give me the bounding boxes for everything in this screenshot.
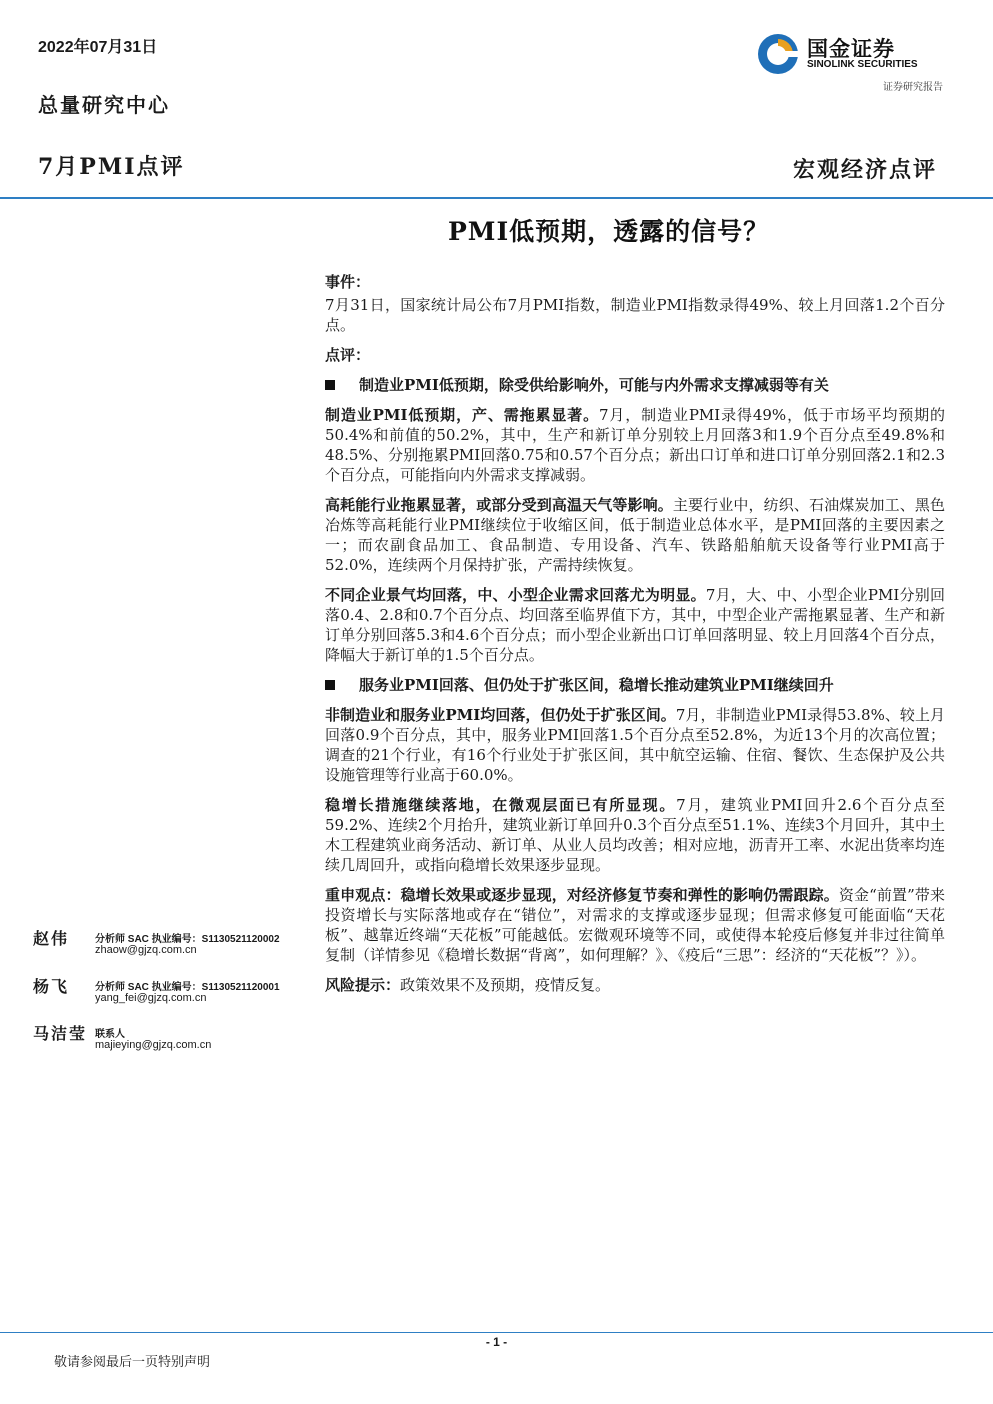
paragraph-text: 7月，制造业PMI录得49%，低于市场平均预期的50.4%和前值的50.2%，其中，生产和新订单分别较上月回落3和1.9个百分点至49.8%和48.5%、分别拖累PMI回落0.75和0.57个百分点；新出口订单和进口订单分别回落2.1和2.3个百分点，可能指向内外需求支撑减弱。 <box>325 406 945 484</box>
analyst-name: 赵伟 <box>33 929 70 948</box>
key-view-paragraph <box>325 885 945 965</box>
section-heading-text: 服务业PMI回落、但仍处于扩张区间，稳增长推动建筑业PMI继续回升 <box>359 676 834 694</box>
report-title: PMI低预期，透露的信号？ <box>448 217 770 246</box>
section-heading <box>325 375 945 395</box>
paragraph <box>325 795 945 875</box>
header-divider <box>0 197 993 199</box>
event-text: 7月31日，国家统计局公布7月PMI指数，制造业PMI指数录得49%、较上月回落1.2个百分点。 <box>325 296 945 334</box>
paragraph-lead: 稳增长措施继续落地，在微观层面已有所显现。 <box>325 796 677 814</box>
risk-lead: 风险提示： <box>325 976 401 994</box>
paragraph-text: 7月，大、中、小型企业PMI分别回落0.4、2.8和0.7个百分点、均回落至临界值下方，其中，中型企业产需拖累显著、生产和新订单分别回落5.3和4.6个百分点；而小型企业新出口订单回落明显、较上月回落4个百分点，降幅大于新订单的1.5个百分点。 <box>325 586 945 664</box>
logo-chinese-name: 国金证券 <box>807 37 895 61</box>
logo-english-name: SINOLINK SECURITIES <box>807 59 918 70</box>
paragraph-text: 7月，建筑业PMI回升2.6个百分点至59.2%、连续2个月抬升，建筑业新订单回升0.3个百分点至51.1%、连续3个月回升，其中土木工程建筑业商务活动、新订单、从业人员均改善；相对应地，沥青开工率、水泥出货率均连续几周回升，或指向稳增长效果逐步显现。 <box>325 796 945 874</box>
bullet-square-icon <box>325 380 335 390</box>
paragraph-text: 主要行业中，纺织、石油煤炭加工、黑色冶炼等高耗能行业PMI继续位于收缩区间，低于制造业总体水平，是PMI回落的主要因素之一；而农副食品加工、食品制造、专用设备、汽车、铁路船舶航天设备等行业PMI高于52.0%，连续两个月保持扩张，产需持续恢复。 <box>325 496 945 574</box>
paragraph <box>325 495 945 575</box>
analyst-role: 分析师 SAC 执业编号：S1130521120002 <box>95 934 280 945</box>
review-label: 点评： <box>325 346 371 364</box>
analyst-email[interactable]: zhaow@gjzq.com.cn <box>95 944 197 956</box>
report-subtitle: 7月PMI点评 <box>38 154 185 180</box>
report-type-label: 证券研究报告 <box>883 82 943 93</box>
risk-text: 政策效果不及预期，疫情反复。 <box>400 976 611 994</box>
company-logo <box>756 31 946 79</box>
bullet-square-icon <box>325 680 335 690</box>
analyst-name: 杨飞 <box>33 977 70 996</box>
paragraph-text: 7月，非制造业PMI录得53.8%、较上月回落0.9个百分点，其中，服务业PMI回落1.5个百分点至52.8%，为近13个月的次高位置；调查的21个行业，有16个行业处于扩张区间，其中航空运输、住宿、餐饮、生态保护及公共设施管理等行业高于60.0%。 <box>325 706 946 784</box>
analyst-role: 分析师 SAC 执业编号：S1130521120001 <box>95 982 280 993</box>
paragraph <box>325 585 945 665</box>
analyst-email[interactable]: yang_fei@gjzq.com.cn <box>95 992 207 1004</box>
report-category: 宏观经济点评 <box>792 157 937 183</box>
analyst-role: 联系人 <box>95 1029 125 1040</box>
report-body <box>325 272 945 995</box>
paragraph-lead: 高耗能行业拖累显著，或部分受到高温天气等影响。 <box>325 496 673 514</box>
paragraph <box>325 705 945 785</box>
analyst-email[interactable]: majieying@gjzq.com.cn <box>95 1039 212 1051</box>
paragraph <box>325 405 945 485</box>
paragraph-lead: 不同企业景气均回落，中、小型企业需求回落尤为明显。 <box>325 586 706 604</box>
logo-mark-icon <box>756 31 802 77</box>
footer-disclaimer: 敬请参阅最后一页特别声明 <box>54 1355 211 1370</box>
risk-warning <box>325 975 945 995</box>
report-date: 2022年07月31日 <box>38 39 158 56</box>
event-label: 事件： <box>325 273 371 291</box>
section-heading-text: 制造业PMI低预期，除受供给影响外，可能与内外需求支撑减弱等有关 <box>359 376 829 394</box>
key-view-lead: 重申观点：稳增长效果或逐步显现，对经济修复节奏和弹性的影响仍需跟踪。 <box>325 886 839 904</box>
paragraph-lead: 非制造业和服务业PMI均回落，但仍处于扩张区间。 <box>325 706 676 724</box>
analyst-name: 马洁莹 <box>33 1024 88 1043</box>
footer-divider <box>0 1332 993 1333</box>
research-center: 总量研究中心 <box>38 93 170 117</box>
key-view-text: 资金“前置”带来投资增长与实际落地或存在“错位”，对需求的支撑或逐步显现；但需求修复可能面临“天花板”、越靠近终端“天花板”可能越低。宏微观环境等不同，或使得本轮疫后修复并非过往简单复制（详情参见《稳增长数据“背离”，如何理解？》、《疫后“三思”：经济的“天花板”？》）。 <box>325 886 945 964</box>
page-number: - 1 - <box>485 1335 508 1349</box>
section-heading <box>325 675 945 695</box>
paragraph-lead: 制造业PMI低预期，产、需拖累显著。 <box>325 406 599 424</box>
